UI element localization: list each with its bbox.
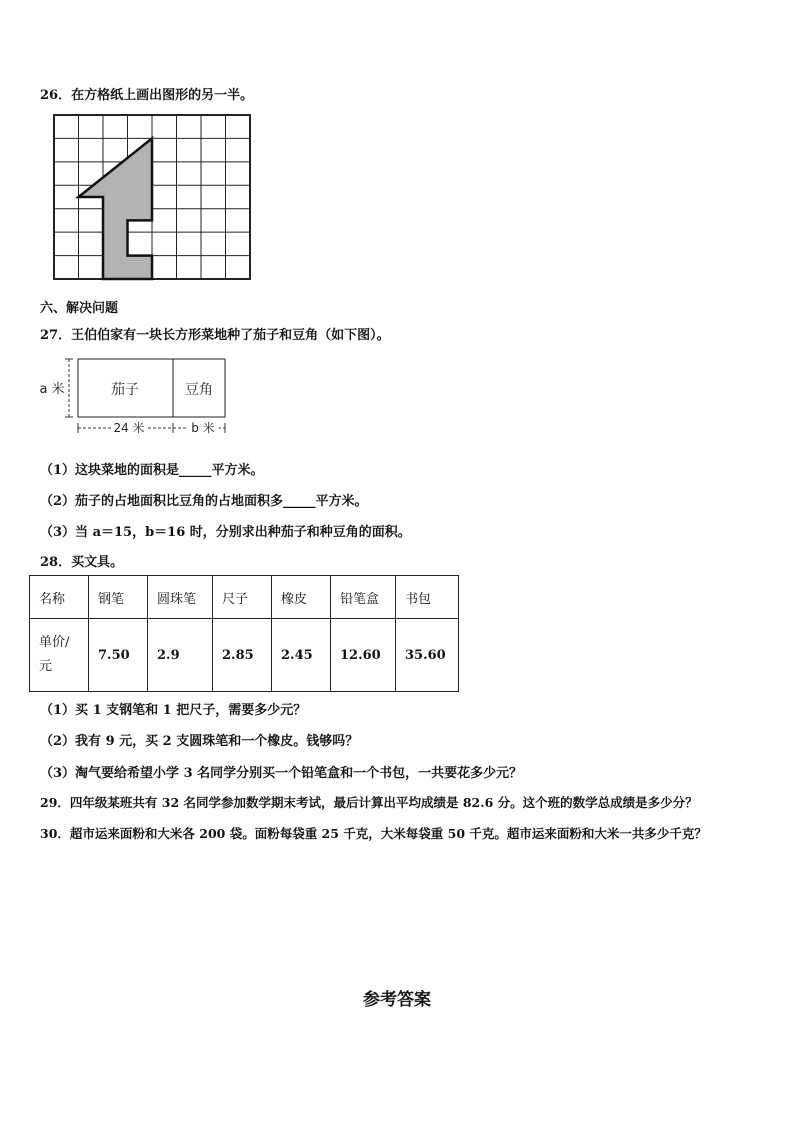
header-cell: 铅笔盒 <box>331 576 396 619</box>
header-cell: 橡皮 <box>272 576 331 619</box>
question-28-part-3: （3）淘气要给希望小学 3 名同学分别买一个铅笔盒和一个书包，一共要花多少元？ <box>40 766 523 781</box>
answer-key-title: 参考答案 <box>363 990 431 1010</box>
question-28-part-2: （2）我有 9 元，买 2 支圆珠笔和一个橡皮。钱够吗？ <box>40 734 359 749</box>
price-cell: 2.85 <box>213 619 272 692</box>
header-cell: 书包 <box>396 576 459 619</box>
eggplant-label: 茄子 <box>111 382 139 398</box>
header-cell: 圆珠笔 <box>148 576 213 619</box>
question-28-text: 28．买文具。 <box>40 555 124 570</box>
price-table <box>29 575 459 692</box>
header-cell: 名称 <box>30 576 89 619</box>
section-heading: 六、解决问题 <box>40 301 119 316</box>
question-27-text: 27．王伯伯家有一块长方形菜地种了茄子和豆角（如下图）。 <box>40 328 390 343</box>
question-27-part-2: （2）茄子的占地面积比豆角的占地面积多_____平方米。 <box>40 494 368 509</box>
length-24-label: 24 米 <box>113 421 145 435</box>
bean-label: 豆角 <box>185 382 213 398</box>
table-header-row <box>30 576 459 619</box>
question-27-part-3: （3）当 a＝15，b＝16 时，分别求出种茄子和种豆角的面积。 <box>40 525 411 540</box>
vegetable-plot-diagram <box>36 353 236 437</box>
table-row <box>30 619 459 692</box>
price-cell: 2.9 <box>148 619 213 692</box>
header-cell: 尺子 <box>213 576 272 619</box>
row-label-line-2: 元 <box>39 659 53 674</box>
grid-figure <box>52 113 252 281</box>
row-label-line-1: 单价/ <box>39 635 70 650</box>
price-cell: 12.60 <box>331 619 396 692</box>
question-29-text: 29．四年级某班共有 32 名同学参加数学期末考试，最后计算出平均成绩是 82.6 分。这个班的数学总成绩是多少分？ <box>40 795 698 810</box>
row-label-cell <box>30 619 89 692</box>
length-b-label: b 米 <box>191 421 215 435</box>
side-length-label: a 米 <box>39 382 65 397</box>
price-cell: 7.50 <box>89 619 148 692</box>
question-28-part-1: （1）买 1 支钢笔和 1 把尺子，需要多少元？ <box>40 703 307 718</box>
price-cell: 2.45 <box>272 619 331 692</box>
price-cell: 35.60 <box>396 619 459 692</box>
question-26-text: 26．在方格纸上画出图形的另一半。 <box>40 88 254 103</box>
question-30-text: 30．超市运来面粉和大米各 200 袋。面粉每袋重 25 千克，大米每袋重 50 千克。超市运来面粉和大米一共多少千克？ <box>40 826 707 841</box>
header-cell: 钢笔 <box>89 576 148 619</box>
question-27-part-1: （1）这块菜地的面积是_____平方米。 <box>40 463 264 478</box>
